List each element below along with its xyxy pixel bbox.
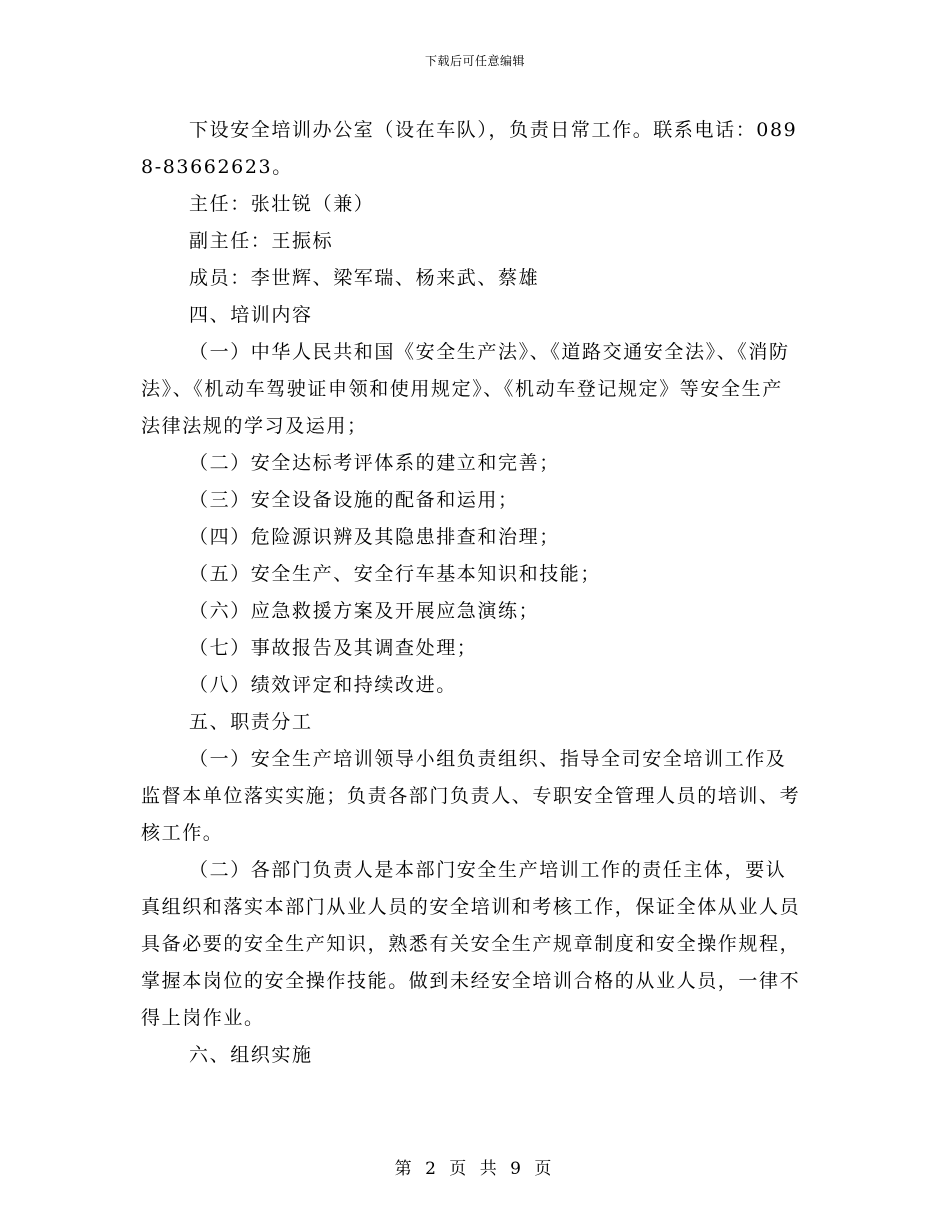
- paragraph-deputy-director: 副主任：王振标: [189, 230, 334, 252]
- page-header: 下载后可任意编辑: [424, 54, 525, 68]
- section-heading-responsibilities: 五、职责分工: [189, 711, 313, 733]
- section-heading-implementation: 六、组织实施: [189, 1044, 313, 1066]
- list-item-accident-report: （七）事故报告及其调查处理；: [189, 637, 478, 659]
- paragraph-leading-group: （一）安全生产培训领导小组负责组织、指导全司安全培训工作及监督本单位落实实施；负责各部门负责人、专职安全管理人员的培训、考核工作。: [141, 748, 801, 844]
- list-item-emergency: （六）应急救援方案及开展应急演练；: [189, 600, 540, 622]
- paragraph-director: 主任：张壮锐（兼）: [189, 193, 375, 215]
- list-item-laws: （一）中华人民共和国《安全生产法》、《道路交通安全法》、《消防法》、《机动车驾驶证申领和使用规定》、《机动车登记规定》等安全生产法律法规的学习及运用；: [141, 341, 790, 437]
- list-item-performance: （八）绩效评定和持续改进。: [189, 674, 457, 696]
- page-number: 第 2 页 共 9 页: [394, 1159, 556, 1179]
- list-item-equipment: （三）安全设备设施的配备和运用；: [189, 489, 519, 511]
- list-item-basic-knowledge: （五）安全生产、安全行车基本知识和技能；: [189, 563, 602, 585]
- list-item-standards: （二）安全达标考评体系的建立和完善；: [189, 452, 560, 474]
- section-heading-training-content: 四、培训内容: [189, 304, 313, 326]
- paragraph-department-heads: （二）各部门负责人是本部门安全生产培训工作的责任主体，要认真组织和落实本部门从业人员的安全培训和考核工作，保证全体从业人员具备必要的安全生产知识，熟悉有关安全生产规章制度和安全操作规程，掌握本岗位的安全操作技能。做到未经安全培训合格的从业人员，一律不得上岗作业。: [141, 859, 801, 1029]
- document-body: [141, 112, 801, 1074]
- paragraph-members: 成员：李世辉、梁军瑞、杨来武、蔡雄: [189, 267, 540, 289]
- list-item-hazards: （四）危险源识辨及其隐患排查和治理；: [189, 526, 560, 548]
- paragraph-office: 下设安全培训办公室（设在车队），负责日常工作。联系电话：0898-83662623。: [141, 119, 798, 178]
